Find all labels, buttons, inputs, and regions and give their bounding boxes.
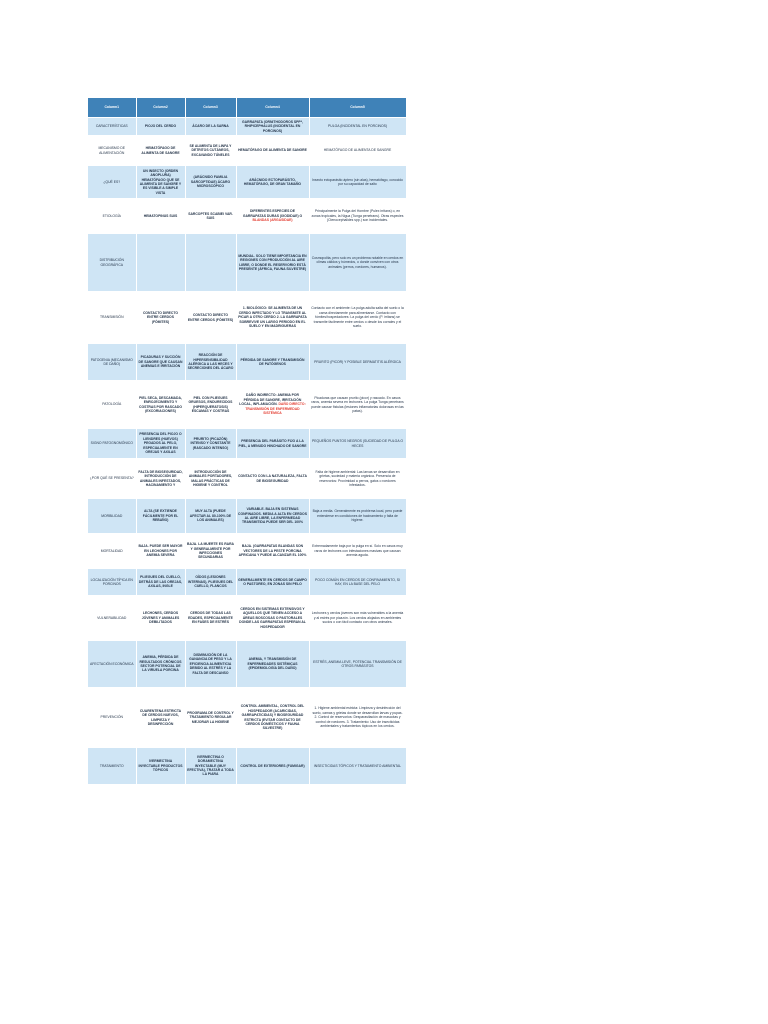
table-row <box>88 136 406 166</box>
table-cell: HEMATÓFAGO DE ALIMENTA DE SANGRE <box>236 136 309 166</box>
row-label-cell: ¿QUÉ ES? <box>88 166 136 199</box>
table-cell: Contacto con el ambiente: La pulga adulta salta del suelo o la cama directamente para alimentarse. Contacto con fómites/hospedadores: La pulga del cerdo (P. irritans) se transmite fácilmente entre cerdos o desde los corrales y el suelo. <box>309 292 406 344</box>
table-cell: PICADURAS Y SUCCIÓN DE SANGRE QUE CAUSAN ANEMIAS E IRRITACIÓN <box>136 344 185 381</box>
table-cell: (ARÁCNIDO FAMILIA SARCOPTIDAE) ÁCARO MICROSCÓPICO <box>185 166 236 199</box>
column-header: Column2 <box>136 98 185 118</box>
table-cell: CONTROL AMBIENTAL, CONTROL DEL HOSPEDADOR (ACARICIDAS, GARRAPATICIDAS) Y BIOSEGURIDAD ESTRICTA (EVITAR CONTACTO DE CERDOS DOMÉSTICOS Y FAUNA SILVESTRE) <box>236 688 309 748</box>
column-header: Column4 <box>236 98 309 118</box>
table-cell: SE ALIMENTA DE LINFA Y DETRITOS CUTÁNEOS, EXCAVANDO TÚNELES <box>185 136 236 166</box>
table-cell: UN INSECTO (ORDEN ANOPLURA) HEMATÓFAGO QUE SE ALIMENTA DE SANGRE Y ES VISIBLE A SIMPLE VISTA <box>136 166 185 199</box>
table-row <box>88 596 406 641</box>
table-cell: PRESENCIA DEL PIOJO O LIENDRES (HUEVOS) PEGADOS AL PELO, ESPECIALMENTE EN OREJAS Y AXILAS <box>136 429 185 459</box>
row-label-cell: TRATAMIENTO <box>88 748 136 784</box>
table-row <box>88 459 406 499</box>
table-row <box>88 344 406 381</box>
table-cell: PLIEGUES DEL CUELLO, DETRÁS DE LAS OREJAS, AXILAS, INGLE <box>136 569 185 596</box>
table-cell: HEMATÓFAGO DE ALIMENTA DE SANGRE <box>309 136 406 166</box>
row-label-cell: MORBILIDAD <box>88 499 136 534</box>
table-cell: ÁCARO DE LA SARNA <box>185 118 236 136</box>
table-cell: Insecto ectoparásito áptero (sin alas), hematófago, conocido por su capacidad de salto <box>309 166 406 199</box>
row-label-cell: ETIOLOGÍA <box>88 199 136 234</box>
cell-text-highlight: DAÑO DIRECTO: TRANSMISIÓN DE ENFERMEDAD SISTÉMICA <box>245 402 306 416</box>
table-cell: ANEMIA, Y TRANSMISIÓN DE ENFERMEDADES SISTÉMICAS (EPIDEMIOLOGÍA DEL DAÑO) <box>236 641 309 688</box>
table-cell: Picaduras que causan prurito (picor) y rascado. En casos raros, anemia severa en lechones. La pulga Tunga penetrans puede causar fístulas (lesiones inflamatorias dolorosas en las patas). <box>309 381 406 429</box>
table-cell: PRURITO (PICOR) Y POSIBLE DERMATITIS ALÉRGICA <box>309 344 406 381</box>
table-cell: PIOJO DEL CERDO <box>136 118 185 136</box>
table-row <box>88 534 406 569</box>
table-cell: INTRODUCCIÓN DE ANIMALES PORTADORES, MALAS PRÁCTICAS DE HIGIENE Y CONTROL <box>185 459 236 499</box>
table-cell: PIEL SECA, DESCAMADA, ENROJECIMIENTO Y COSTRAS POR RASCADO (EXCORIACIONES) <box>136 381 185 429</box>
table-cell: REACCIÓN DE HIPERSENSIBILIDAD ALÉRGICA A LAS HECES Y SECRECIONES DEL ÁCARO <box>185 344 236 381</box>
table-cell <box>185 234 236 292</box>
table-row <box>88 381 406 429</box>
table-cell: Extremadamente baja por la pulga en sí. Solo en casos muy raros de lechones con infestaciones masivas que causan anemia aguda. <box>309 534 406 569</box>
table-cell: IVERMECTINA INYECTABLE PRODUCTOS TÓPICOS <box>136 748 185 784</box>
table-cell: CERDOS DE TODAS LAS EDADES, ESPECIALMENTE EN FASES DE ESTRÉS <box>185 596 236 641</box>
table-cell: CONTACTO DIRECTO ENTRE CERDOS (FÓMITES) <box>136 292 185 344</box>
table-cell: ALTA (SE EXTIENDE FÁCILMENTE POR EL REBAÑO) <box>136 499 185 534</box>
row-label-cell: LOCALIZACIÓN TÍPICA EN PORCINOS <box>88 569 136 596</box>
table-cell: DISMINUCIÓN DE LA GANANCIA DE PESO Y LA EFICIENCIA ALIMENTICIA DEBIDO AL ESTRÉS Y LA FALTA DE DESCANSO <box>185 641 236 688</box>
row-label-cell: PATOLOGÍA <box>88 381 136 429</box>
table-row <box>88 234 406 292</box>
row-label-cell: TRANSMISIÓN <box>88 292 136 344</box>
table-cell: PROGRAMA DE CONTROL Y TRATAMIENTO REGULAR MEJORAR LA HIGIENE <box>185 688 236 748</box>
row-label-cell: PATOGENIA (MECANISMO DE DAÑO) <box>88 344 136 381</box>
table-cell: PÉRDIDA DE SANGRE Y TRANSMISIÓN DE PATÓGENOS <box>236 344 309 381</box>
table-row <box>88 499 406 534</box>
row-label-cell: AFECTACIÓN ECONÓMICA <box>88 641 136 688</box>
table-cell: MUY ALTA (PUEDE AFECTAR AL 80-100% DE LOS ANIMALES) <box>185 499 236 534</box>
table-cell: OÍDOS (LESIONES INTERNAS), PLIEGUES DEL CUELLO, FLANCOS <box>185 569 236 596</box>
table-cell: BAJA. (GARRAPATAS BLANDAS SON VECTORES DE LA PESTE PORCINA AFRICANA Y PUEDE ALCANZAR EL 100% <box>236 534 309 569</box>
row-label-cell: MECANISMO DE ALIMENTACIÓN <box>88 136 136 166</box>
column-header: Column3 <box>185 98 236 118</box>
table-cell: Lechones y cerdos jóvenes son más vulnerables a la anemia y al estrés por picazón. Los cerdos alojados en ambientes sucios o con fácil contacto con otros animales. <box>309 596 406 641</box>
table-cell: POCO COMÚN EN CERDOS DE CONFINAMIENTO, SI HAY, EN LA BASE DEL PELO <box>309 569 406 596</box>
row-label-cell: MORTALIDAD <box>88 534 136 569</box>
table-cell: ARÁCNIDO ECTOPARÁSITO, HEMATÓFAGO, DE GRAN TAMAÑO <box>236 166 309 199</box>
table-cell: CONTROL DE EXTERIORES (FUMIGAR) <box>236 748 309 784</box>
table-cell: HEMATÓFAGO DE ALIMENTA DE SANGRE <box>136 136 185 166</box>
table-cell: CUARENTENA ESTRICTA DE CERDOS NUEVOS, LIMPIEZA Y DESINFECCIÓN <box>136 688 185 748</box>
table-row <box>88 199 406 234</box>
table-cell: PEQUEÑOS PUNTOS NEGROS (SUCIEDAD DE PULGA O HECES <box>309 429 406 459</box>
column-header: Column1 <box>88 98 136 118</box>
table-cell: PIEL CON PLIEGUES GRUESOS, ENDURECIDOS (HIPERQUERATOSIS) ESCAMAS Y COSTRAS <box>185 381 236 429</box>
table-row <box>88 429 406 459</box>
table-cell: BAJA. PUEDE SER MAYOR EN LECHONES POR ANEMIA SEVERA <box>136 534 185 569</box>
table-cell: VARIABLE. BAJA EN SISTEMAS CONFINADOS. MEDIA A ALTA EN CERDOS AL AIRE LIBRE, LA ENFERMEDAD TRANSMITIDA PUEDE SER DEL 100% <box>236 499 309 534</box>
table-row <box>88 166 406 199</box>
table-cell: SARCOPTES SCABIEI VAR. SUIS <box>185 199 236 234</box>
column-header: Column5 <box>309 98 406 118</box>
table-cell: Cosmopolita, pero solo es un problema notable en cerdos en climas cálidos y húmedos, o donde conviven con otros animales (perros, roedores, humanos). <box>309 234 406 292</box>
table-row <box>88 641 406 688</box>
cell-text: DIFERENTES ESPECIES DE GARRAPATAS DURAS (IXODIDAE) O <box>242 209 303 218</box>
table-cell: PRESENCIA DEL PARÁSITO FIJO A LA PIEL, A MENUDO HINCHADO DE SANGRE <box>236 429 309 459</box>
row-label-cell: PREVENCIÓN <box>88 688 136 748</box>
table-cell: CERDOS EN SISTEMAS EXTENSIVOS Y AQUELLOS QUE TIENEN ACCESO A ÁREAS BOSCOSAS O PASTORALES DONDE LAS GARRAPATAS ESPERAN AL HOSPEDADOR <box>236 596 309 641</box>
comparison-table <box>88 98 407 784</box>
table-row <box>88 688 406 748</box>
table-cell: ESTRÉS, ANEMIA LEVE, POTENCIAL TRANSMISIÓN DE OTROS PARÁSITOS <box>309 641 406 688</box>
table-cell: HEMATOPINUS SUIS <box>136 199 185 234</box>
table-row <box>88 748 406 784</box>
row-label-cell: ¿POR QUÉ SE PRESENTA? <box>88 459 136 499</box>
table-header-row <box>88 98 406 118</box>
row-label-cell: SIGNO PATOGNOMÓNICO <box>88 429 136 459</box>
table-cell: Baja a media. Generalmente es problema local, pero puede extenderse en condiciones de hacinamiento y falta de higiene. <box>309 499 406 534</box>
table-cell: 1. Higiene ambiental estricta: Limpieza y desinfección del suelo, camas y grietas donde se desarrollan larvas y pupas. 2. Control de reservorios: Desparasitación de mascotas y control de roedores. 3. Tratamiento: Uso de insecticidas ambientales y tratamientos tópicos en los cerdos. <box>309 688 406 748</box>
table-cell: INSECTICIDAS TÓPICOS Y TRATAMIENTO AMBIENTAL <box>309 748 406 784</box>
row-label-cell: DISTRIBUCIÓN GEOGRÁFICA <box>88 234 136 292</box>
table-cell <box>236 199 309 234</box>
table-cell: CONTACTO CON LA NATURALEZA, FALTA DE BIOSEGURIDAD <box>236 459 309 499</box>
table-cell: PRURITO (PICAZÓN) INTENSO Y CONSTANTE (RASCADO INTENSO) <box>185 429 236 459</box>
table-cell: MUNDIAL. SOLO TIENE IMPORTANCIA EN REGIONES CON PRODUCCIÓN AL AIRE LIBRE, O DONDE EL RESERVORIO ESTÁ PRESENTE (ÁFRICA, FAUNA SILVESTRE) <box>236 234 309 292</box>
table-cell: ANEMIA, PÉRDIDA DE RESULTADOS CRÓNICOS SECTOR POTENCIAL DE LA VIRUELA PORCINA <box>136 641 185 688</box>
table-cell: GENERALMENTE EN CERDOS DE CAMPO O PASTOREO, EN ZONAS SIN PELO <box>236 569 309 596</box>
table-cell: FALTA DE BIOSEGURIDAD, INTRODUCCIÓN DE ANIMALES INFESTADOS, HACINAMIENTO Y <box>136 459 185 499</box>
row-label-cell: CARACTERÍSTICAS <box>88 118 136 136</box>
table-cell: GARRAPATA (ORNITHODOROS SPP*, RHIPICEPHALUS (INCIDENTAL EN PORCINOS) <box>236 118 309 136</box>
table-cell: Falta de higiene ambiental: Las larvas se desarrollan en grietas, suciedad y materia orgánica. Presencia de reservorios: Proximidad a perros, gatos o roedores infestados. <box>309 459 406 499</box>
table-row <box>88 292 406 344</box>
table-cell: CONTACTO DIRECTO ENTRE CERDOS (FÓMITES) <box>185 292 236 344</box>
table-cell: IVERMECTINA O DORAMECTINA INYECTABLE (MUY EFECTIVA), TRATAR A TODA LA PIARA <box>185 748 236 784</box>
cell-text-highlight: BLANDAS (ARGASIDAE) <box>252 218 293 223</box>
table-cell <box>236 381 309 429</box>
table-cell: PULGA (INCIDENTAL EN PORCINOS) <box>309 118 406 136</box>
table-cell: LECHONES, CERDOS JÓVENES Y ANIMALES DEBILITADOS <box>136 596 185 641</box>
table-cell: 1. BIOLÓGICO: SE ALIMENTA DE UN CERDO INFECTADO Y LO TRANSMITE AL PICAR A OTRO CERDO 2. LA GARRAPATA SOBREVIVE UN LARGO PERIODO EN EL SUELO Y EN MADRIGUERAS <box>236 292 309 344</box>
table-row <box>88 118 406 136</box>
table-row <box>88 569 406 596</box>
table-cell: BAJA. LA MUERTE ES RARA Y GENERALMENTE POR INFECCIONES SECUNDARIAS <box>185 534 236 569</box>
cell-text: DAÑO INDIRECTO: ANEMIA POR PÉRDIDA DE SANGRE, IRRITACIÓN LOCAL, INFLAMACIÓN. <box>239 393 302 407</box>
table-cell <box>136 234 185 292</box>
table-cell: Principalmente la Pulga del Hombre (Pulex irritans) o, en zonas tropicales, la Nigua (Tunga penetrans). Otras especies (Ctenocephalides spp.) son incidentales. <box>309 199 406 234</box>
row-label-cell: VULNERABILIDAD <box>88 596 136 641</box>
